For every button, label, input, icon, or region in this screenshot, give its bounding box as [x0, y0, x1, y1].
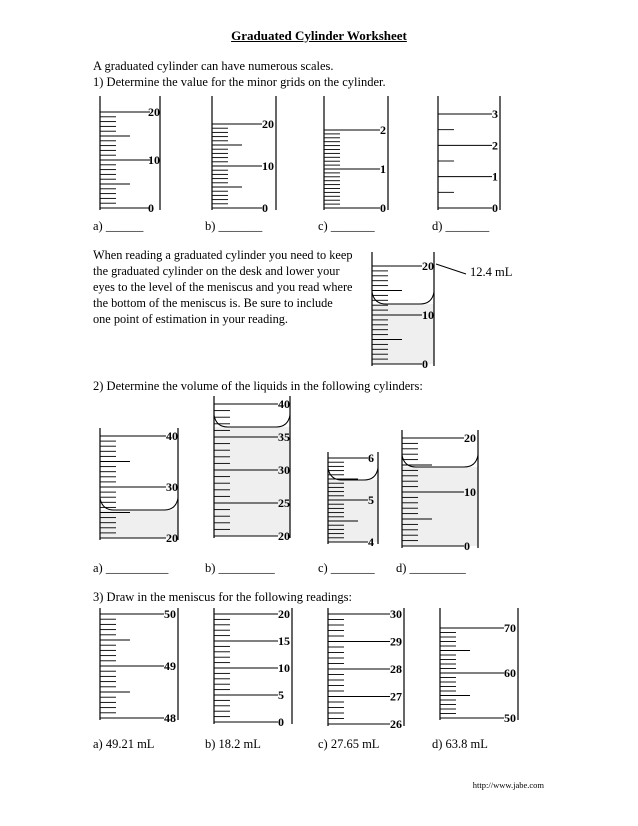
cylinder-1a [98, 94, 178, 214]
answer-1b[interactable]: b) _______ [205, 219, 263, 233]
example-reading-label: 12.4 mL [470, 265, 513, 279]
answer-3c: c) 27.65 mL [318, 737, 380, 751]
intro-line: A graduated cylinder can have numerous scales. [93, 59, 334, 73]
cylinder-1d [436, 94, 516, 214]
example-reading-arrow [436, 264, 466, 274]
scale-label: 15 [278, 634, 290, 648]
scale-label: 50 [164, 607, 176, 621]
answer-1a[interactable]: a) ______ [93, 219, 144, 233]
question-1: 1) Determine the value for the minor grids on the cylinder. [93, 75, 386, 89]
meniscus [328, 468, 378, 480]
scale-label: 30 [390, 607, 402, 621]
page-title: Graduated Cylinder Worksheet [231, 28, 407, 43]
scale-label: 60 [504, 666, 516, 680]
answer-3a: a) 49.21 mL [93, 737, 155, 751]
scale-label: 30 [166, 480, 178, 494]
scale-label: 4 [368, 535, 374, 549]
scale-label: 6 [368, 451, 374, 465]
scale-label: 40 [166, 429, 178, 443]
scale-label: 48 [164, 711, 176, 725]
meniscus [372, 292, 434, 304]
scale-label: 2 [380, 123, 386, 137]
question-3: 3) Draw in the meniscus for the following readings: [93, 590, 352, 604]
answer-2d[interactable]: d) _________ [396, 561, 466, 575]
answer-3d: d) 63.8 mL [432, 737, 488, 751]
cylinder-2c [326, 452, 386, 547]
scale-label: 10 [278, 661, 290, 675]
scale-label: 0 [422, 357, 428, 371]
scale-label: 10 [262, 159, 274, 173]
scale-label: 26 [390, 717, 402, 731]
answer-2b[interactable]: b) _________ [205, 561, 275, 575]
scale-label: 25 [278, 496, 290, 510]
scale-label: 20 [262, 117, 274, 131]
scale-label: 29 [390, 634, 402, 649]
answer-2c[interactable]: c) _______ [318, 561, 375, 575]
scale-label: 70 [504, 621, 516, 635]
scale-label: 20 [166, 531, 178, 545]
scale-label: 20 [278, 529, 290, 543]
cylinder-3d [438, 608, 528, 733]
scale-label: 2 [492, 138, 498, 153]
scale-label: 20 [422, 259, 434, 273]
scale-label: 0 [492, 201, 498, 215]
cylinder-3c [326, 608, 416, 733]
cylinder-3b [212, 608, 302, 733]
scale-label: 40 [278, 397, 290, 411]
scale-label: 35 [278, 430, 290, 444]
cylinder-1c [322, 94, 402, 214]
cylinder-1b [210, 94, 290, 214]
meniscus [100, 498, 178, 510]
scale-label: 0 [278, 715, 284, 729]
scale-label: 5 [368, 493, 374, 507]
scale-label: 0 [148, 201, 154, 215]
scale-label: 1 [492, 169, 498, 184]
scale-label: 0 [464, 539, 470, 553]
scale-label: 3 [492, 107, 498, 121]
cylinder-2b [212, 396, 302, 546]
scale-label: 30 [278, 463, 290, 477]
scale-label: 1 [380, 162, 386, 176]
scale-label: 5 [278, 688, 284, 702]
footer-url: http://www.jabe.com [472, 780, 544, 790]
scale-label: 10 [422, 308, 434, 322]
scale-label: 20 [278, 607, 290, 621]
scale-label: 20 [148, 105, 160, 119]
liquid-fill [328, 480, 378, 542]
answer-3b: b) 18.2 mL [205, 737, 261, 751]
scale-label: 27 [390, 689, 402, 704]
liquid-fill [402, 467, 478, 546]
cylinder-3a [98, 608, 188, 733]
scale-label: 10 [464, 485, 476, 499]
answer-1c[interactable]: c) _______ [318, 219, 375, 233]
cylinder-2d [400, 430, 490, 553]
scale-label: 0 [262, 201, 268, 215]
scale-label: 10 [148, 153, 160, 167]
answer-2a[interactable]: a) __________ [93, 561, 169, 575]
meniscus-paragraph: When reading a graduated cylinder you need to keep the graduated cylinder on the desk and lower your eyes to the level of the meniscus and you read where the bottom of the meniscus is. Be sure to include one point of estimation in your reading. [93, 248, 353, 326]
question-2: 2) Determine the volume of the liquids in the following cylinders: [93, 379, 423, 393]
example-cylinder [370, 252, 520, 372]
scale-label: 20 [464, 431, 476, 445]
answer-1d[interactable]: d) _______ [432, 219, 490, 233]
cylinder-2a [98, 428, 188, 548]
scale-label: 50 [504, 711, 516, 725]
scale-label: 0 [380, 201, 386, 215]
scale-label: 49 [164, 659, 176, 673]
scale-label: 28 [390, 662, 402, 676]
